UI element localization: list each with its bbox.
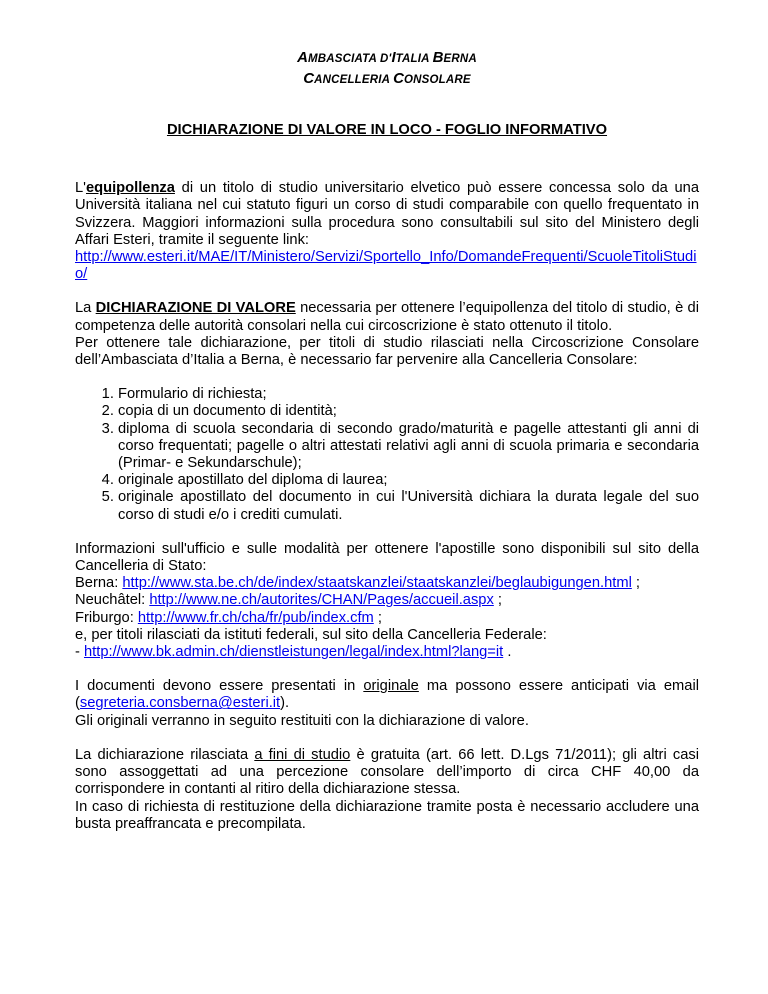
paragraph-originali: I documenti devono essere presentati in originale ma possono essere anticipati via email (segreteria.consberna@esteri.it). Gli originali verranno in seguito restituiti con la dichiarazione di valore. bbox=[75, 678, 699, 729]
chancery-name: CANCELLERIA CONSOLARE bbox=[303, 70, 471, 87]
embassy-name: AMBASCIATA D'ITALIA BERNA bbox=[297, 49, 477, 66]
list-item: 4. originale apostillato del diploma di laurea; bbox=[118, 472, 699, 489]
email-link[interactable]: segreteria.consberna@esteri.it bbox=[79, 695, 281, 712]
federal-chancery-link[interactable]: http://www.bk.admin.ch/dienstleistungen/legal/index.html?lang=it bbox=[83, 644, 504, 661]
berna-link[interactable]: http://www.sta.be.ch/de/index/staatskanzlei/staatskanzlei/beglaubigungen.html bbox=[122, 575, 632, 592]
esteri-link[interactable]: http://www.esteri.it/MAE/IT/Ministero/Servizi/Sportello_Info/DomandeFrequenti/ScuoleTitoliStudio/ bbox=[75, 249, 697, 283]
document-title: DICHIARAZIONE DI VALORE IN LOCO - FOGLIO INFORMATIVO bbox=[166, 122, 608, 138]
required-documents-list bbox=[75, 386, 699, 524]
paragraph-equipollenza: L'equipollenza di un titolo di studio universitario elvetico può essere concessa solo da una Università italiana nel cui statuto figuri un corso di studi comparabile con quello frequentato in Svizzera. Maggiori informazioni sulla procedura sono consultabili sul sito del Ministero degli Affari Esteri, tramite il seguente link: http://www.esteri.it/MAE/IT/Ministero/Servizi/Sportello_Info/DomandeFrequenti/ScuoleTitoliStudio/ bbox=[75, 180, 699, 283]
paragraph-dichiarazione: La DICHIARAZIONE DI VALORE necessaria per ottenere l’equipollenza del titolo di studio, è di competenza delle autorità consolari nella cui circoscrizione è stato ottenuto il titolo. Per ottenere tale dichiarazione, per titoli di studio rilasciati nella Circoscrizione Consolare dell’Ambasciata d’Italia a Berna, è necessario far pervenire alla Cancelleria Consolare: bbox=[75, 300, 699, 369]
document-page bbox=[75, 48, 699, 833]
neuchatel-link[interactable]: http://www.ne.ch/autorites/CHAN/Pages/accueil.aspx bbox=[149, 592, 494, 609]
list-item: 1. Formulario di richiesta; bbox=[118, 386, 699, 403]
list-item: 2. copia di un documento di identità; bbox=[118, 403, 699, 420]
list-item: 3. diploma di scuola secondaria di secondo grado/maturità e pagelle attestanti gli anni di corso frequentati; pagelle o altri attestati relativi agli anni di scuola primaria e secondaria (Primar- e Sekundarschule); bbox=[118, 421, 699, 473]
list-item: 5. originale apostillato del documento in cui l'Università dichiara la durata legale del suo corso di studi e/o i crediti cumulati. bbox=[118, 489, 699, 523]
paragraph-apostille: Informazioni sull'ufficio e sulle modalità per ottenere l'apostille sono disponibili sul sito della Cancelleria di Stato: Berna: http://www.sta.be.ch/de/index/staatskanzlei/staatskanzlei/beglaubigungen.html ; Neuchâtel: http://www.ne.ch/autorites/CHAN/Pages/accueil.aspx ; Friburgo: http://www.fr.ch/cha/fr/pub/index.cfm ; e, per titoli rilasciati da istituti federali, sul sito della Cancelleria Federale: - http://www.bk.admin.ch/dienstleistungen/legal/index.html?lang=it . bbox=[75, 540, 699, 661]
friburgo-link[interactable]: http://www.fr.ch/cha/fr/pub/index.cfm bbox=[137, 609, 374, 626]
paragraph-costi: La dichiarazione rilasciata a fini di studio è gratuita (art. 66 lett. D.Lgs 71/2011); gli altri casi sono assoggettati ad una percezione consolare dell’importo di circa CHF 40,00 da corrispondere in contanti al ritiro della dichiarazione stessa. In caso di richiesta di restituzione della dichiarazione tramite posta è necessario accludere una busta preaffrancata e precompilata. bbox=[75, 746, 699, 832]
term-equipollenza: equipollenza bbox=[85, 180, 175, 197]
embassy-header bbox=[75, 48, 699, 90]
term-dichiarazione-di-valore: DICHIARAZIONE DI VALORE bbox=[95, 300, 296, 317]
